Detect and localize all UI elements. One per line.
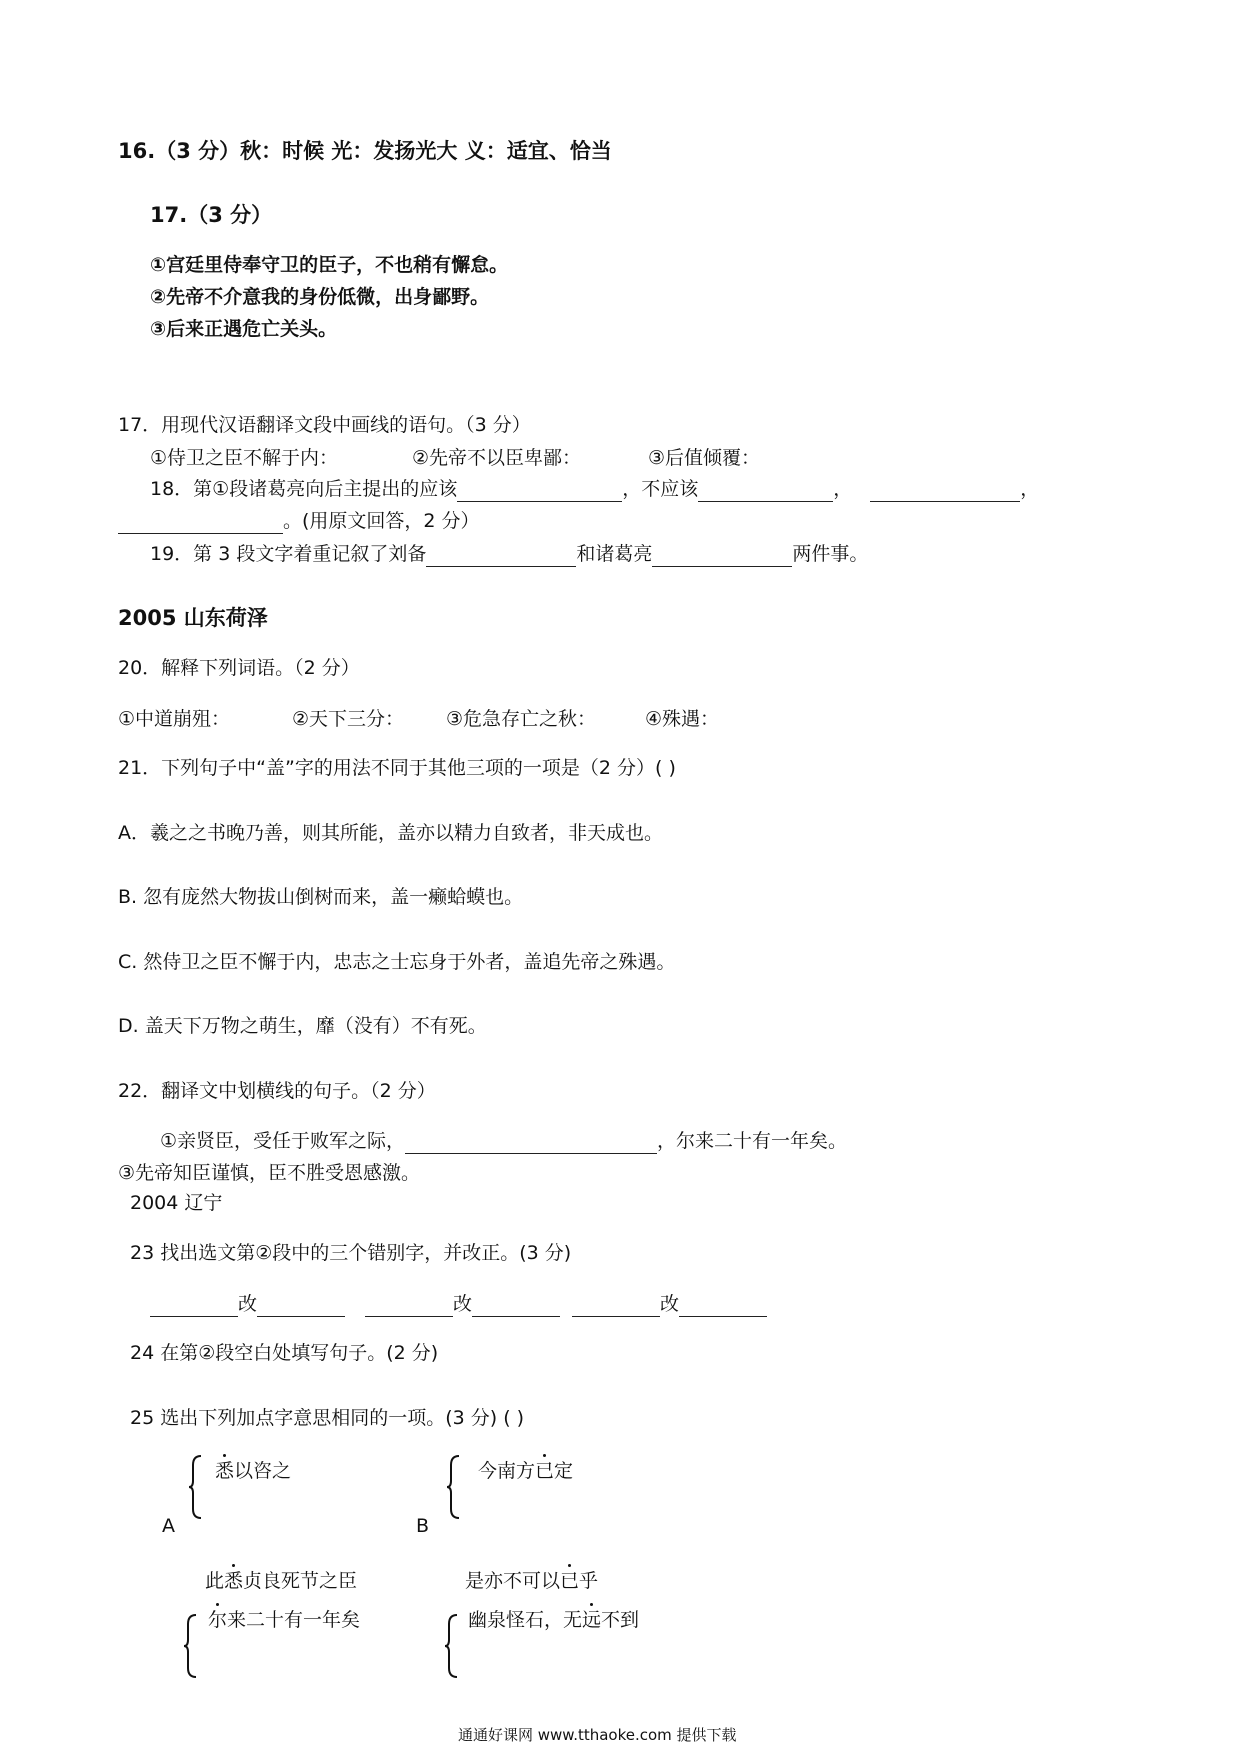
question-21-option-d: D. 盖天下万物之萌生，靡（没有）不有死。 bbox=[118, 1015, 487, 1037]
q25-b-line-2: 是亦不可以已乎 bbox=[465, 1570, 599, 1592]
question-22-line-1: ①亲贤臣，受任于败军之际， ，尔来二十有一年矣。 bbox=[160, 1130, 848, 1152]
left-brace-icon bbox=[446, 1455, 460, 1519]
question-17-item-3: ③后值倾覆： bbox=[648, 447, 761, 469]
question-18-line: 18．第①段诸葛亮向后主提出的应该 ，不应该 ， ， bbox=[150, 478, 1040, 500]
dotted-char: 尔 bbox=[208, 1609, 228, 1631]
question-20-item-4: ④殊遇： bbox=[645, 708, 720, 730]
answer-17-item-2: ②先帝不介意我的身份低微，出身鄙野。 bbox=[150, 286, 490, 308]
question-20-item-1: ①中道崩殂： bbox=[118, 708, 231, 730]
q25-a-label: A bbox=[162, 1515, 175, 1537]
question-23-blanks: 改 改 改 bbox=[150, 1291, 767, 1317]
dotted-char: 悉 bbox=[224, 1570, 244, 1592]
question-17-item-2: ②先帝不以臣卑鄙： bbox=[412, 447, 582, 469]
answer-blank bbox=[426, 546, 576, 567]
dotted-char: 远 bbox=[582, 1609, 602, 1631]
left-brace-icon bbox=[188, 1455, 202, 1519]
q25-a-line-1: 悉以咨之 bbox=[215, 1460, 292, 1482]
question-17-item-1: ①侍卫之臣不解于内： bbox=[150, 447, 339, 469]
answer-blank bbox=[679, 1296, 767, 1317]
question-19-line: 19．第 3 段文字着重记叙了刘备 和诸葛亮 两件事。 bbox=[150, 543, 869, 565]
answer-blank bbox=[150, 1296, 238, 1317]
answer-blank bbox=[365, 1296, 453, 1317]
q25-b-label: B bbox=[416, 1515, 430, 1537]
question-22: 22．翻译文中划横线的句子。（2 分） bbox=[118, 1080, 436, 1102]
answer-17-title: 17.（3 分） bbox=[150, 203, 273, 227]
answer-blank bbox=[257, 1296, 345, 1317]
question-21-option-b: B. 忽有庞然大物拔山倒树而来，盖一癞蛤蟆也。 bbox=[118, 886, 524, 908]
question-24: 24 在第②段空白处填写句子。(2 分) bbox=[130, 1342, 439, 1364]
q25-a-line-2: 此悉贞良死节之臣 bbox=[205, 1570, 358, 1592]
question-21-option-a: A．羲之之书晚乃善，则其所能，盖亦以精力自致者，非天成也。 bbox=[118, 822, 663, 844]
section-heading-2004: 2004 辽宁 bbox=[130, 1192, 223, 1214]
answer-blank bbox=[698, 481, 833, 502]
question-20-item-2: ②天下三分： bbox=[292, 708, 405, 730]
section-heading-2005: 2005 山东荷泽 bbox=[118, 606, 268, 630]
answer-17-item-3: ③后来正遇危亡关头。 bbox=[150, 318, 338, 340]
left-brace-icon bbox=[183, 1614, 197, 1678]
question-20: 20．解释下列词语。（2 分） bbox=[118, 657, 360, 679]
question-20-item-3: ③危急存亡之秋： bbox=[446, 708, 597, 730]
q25-c-line-1: 尔来二十有一年矣 bbox=[208, 1609, 361, 1631]
answer-blank bbox=[118, 513, 283, 534]
answer-blank bbox=[572, 1296, 660, 1317]
q25-d-line-1: 幽泉怪石，无远不到 bbox=[468, 1609, 640, 1631]
question-21-option-c: C. 然侍卫之臣不懈于内，忠志之士忘身于外者，盖追先帝之殊遇。 bbox=[118, 951, 676, 973]
question-18-text: 18．第①段诸葛亮向后主提出的应该 bbox=[150, 478, 458, 500]
question-19-text: 19．第 3 段文字着重记叙了刘备 bbox=[150, 543, 427, 565]
question-22-line-2: ③先帝知臣谨慎，臣不胜受恩感激。 bbox=[118, 1162, 421, 1184]
question-21: 21．下列句子中“盖”字的用法不同于其他三项的一项是（2 分）( ) bbox=[118, 757, 676, 779]
page-footer: 通通好课网 www.tthaoke.com 提供下载 bbox=[458, 1726, 737, 1744]
q25-b-line-1: 今南方已定 bbox=[478, 1460, 574, 1482]
question-18-line-2: 。(用原文回答，2 分） bbox=[118, 508, 480, 534]
answer-blank bbox=[652, 546, 792, 567]
answer-blank bbox=[472, 1296, 560, 1317]
left-brace-icon bbox=[444, 1614, 458, 1678]
question-17: 17．用现代汉语翻译文段中画线的语句。（3 分） bbox=[118, 414, 531, 436]
answer-blank bbox=[405, 1133, 657, 1154]
dotted-char: 已 bbox=[535, 1460, 555, 1482]
answer-16: 16.（3 分）秋：时候 光：发扬光大 义：适宜、恰当 bbox=[118, 139, 612, 163]
answer-blank bbox=[870, 481, 1020, 502]
dotted-char: 已 bbox=[560, 1570, 580, 1592]
answer-17-item-1: ①宫廷里侍奉守卫的臣子，不也稍有懈怠。 bbox=[150, 254, 509, 276]
answer-blank bbox=[457, 481, 622, 502]
dotted-char: 悉 bbox=[215, 1460, 235, 1482]
question-25: 25 选出下列加点字意思相同的一项。(3 分) ( ) bbox=[130, 1407, 525, 1429]
question-23: 23 找出选文第②段中的三个错别字，并改正。(3 分) bbox=[130, 1242, 572, 1264]
